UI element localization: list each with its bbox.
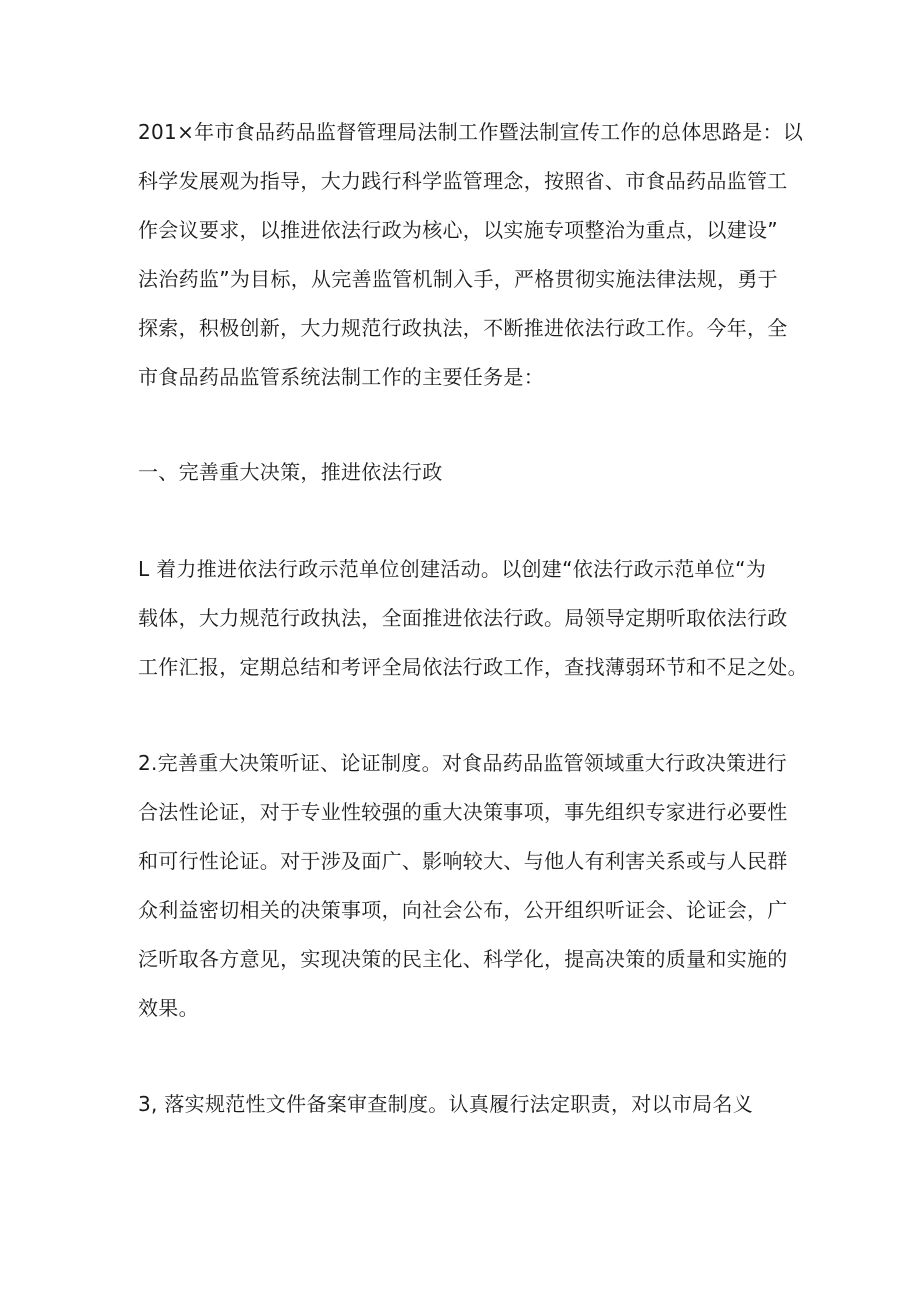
- item3-line-1: 3, 落实规范性文件备案审查制度。认真履行法定职责，对以市局名义: [138, 1092, 754, 1116]
- item1-line-3: 工作汇报，定期总结和考评全局依法行政工作，查找薄弱环节和不足之处。: [138, 655, 808, 679]
- item1-line-2: 载体，大力规范行政执法，全面推进依法行政。局领导定期听取依法行政: [138, 606, 788, 630]
- item2-line-4: 众利益密切相关的决策事项，向社会公布，公开组织听证会、论证会，广: [138, 898, 788, 922]
- item2-line-5: 泛听取各方意见，实现决策的民主化、科学化，提高决策的质量和实施的: [138, 947, 788, 971]
- intro-line-4: 法治药监”为目标，从完善监管机制入手，严格贯彻实施法律法规，勇于: [138, 267, 778, 291]
- intro-line-2: 科学发展观为指导，大力践行科学监管理念，按照省、市食品药品监管工: [138, 169, 788, 193]
- section-heading: 一、完善重大决策，推进依法行政: [138, 460, 443, 484]
- item2-line-3: 和可行性论证。对于涉及面广、影响较大、与他人有利害关系或与人民群: [138, 849, 788, 873]
- intro-line-3: 作会议要求，以推进依法行政为核心，以实施专项整治为重点，以建设”: [138, 218, 778, 242]
- intro-line-1: 201×年市食品药品监督管理局法制工作暨法制宣传工作的总体思路是：以: [138, 120, 804, 144]
- intro-line-5: 探索，积极创新，大力规范行政执法，不断推进依法行政工作。今年，全: [138, 316, 788, 340]
- item2-line-1: 2.完善重大决策听证、论证制度。对食品药品监管领域重大行政决策进行: [138, 751, 787, 775]
- intro-line-6: 市食品药品监管系统法制工作的主要任务是：: [138, 365, 544, 389]
- item2-line-6: 效果。: [138, 996, 199, 1020]
- item2-line-2: 合法性论证，对于专业性较强的重大决策事项，事先组织专家进行必要性: [138, 800, 788, 824]
- item1-line-1: L 着力推进依法行政示范单位创建活动。以创建“依法行政示范单位“为: [138, 557, 767, 581]
